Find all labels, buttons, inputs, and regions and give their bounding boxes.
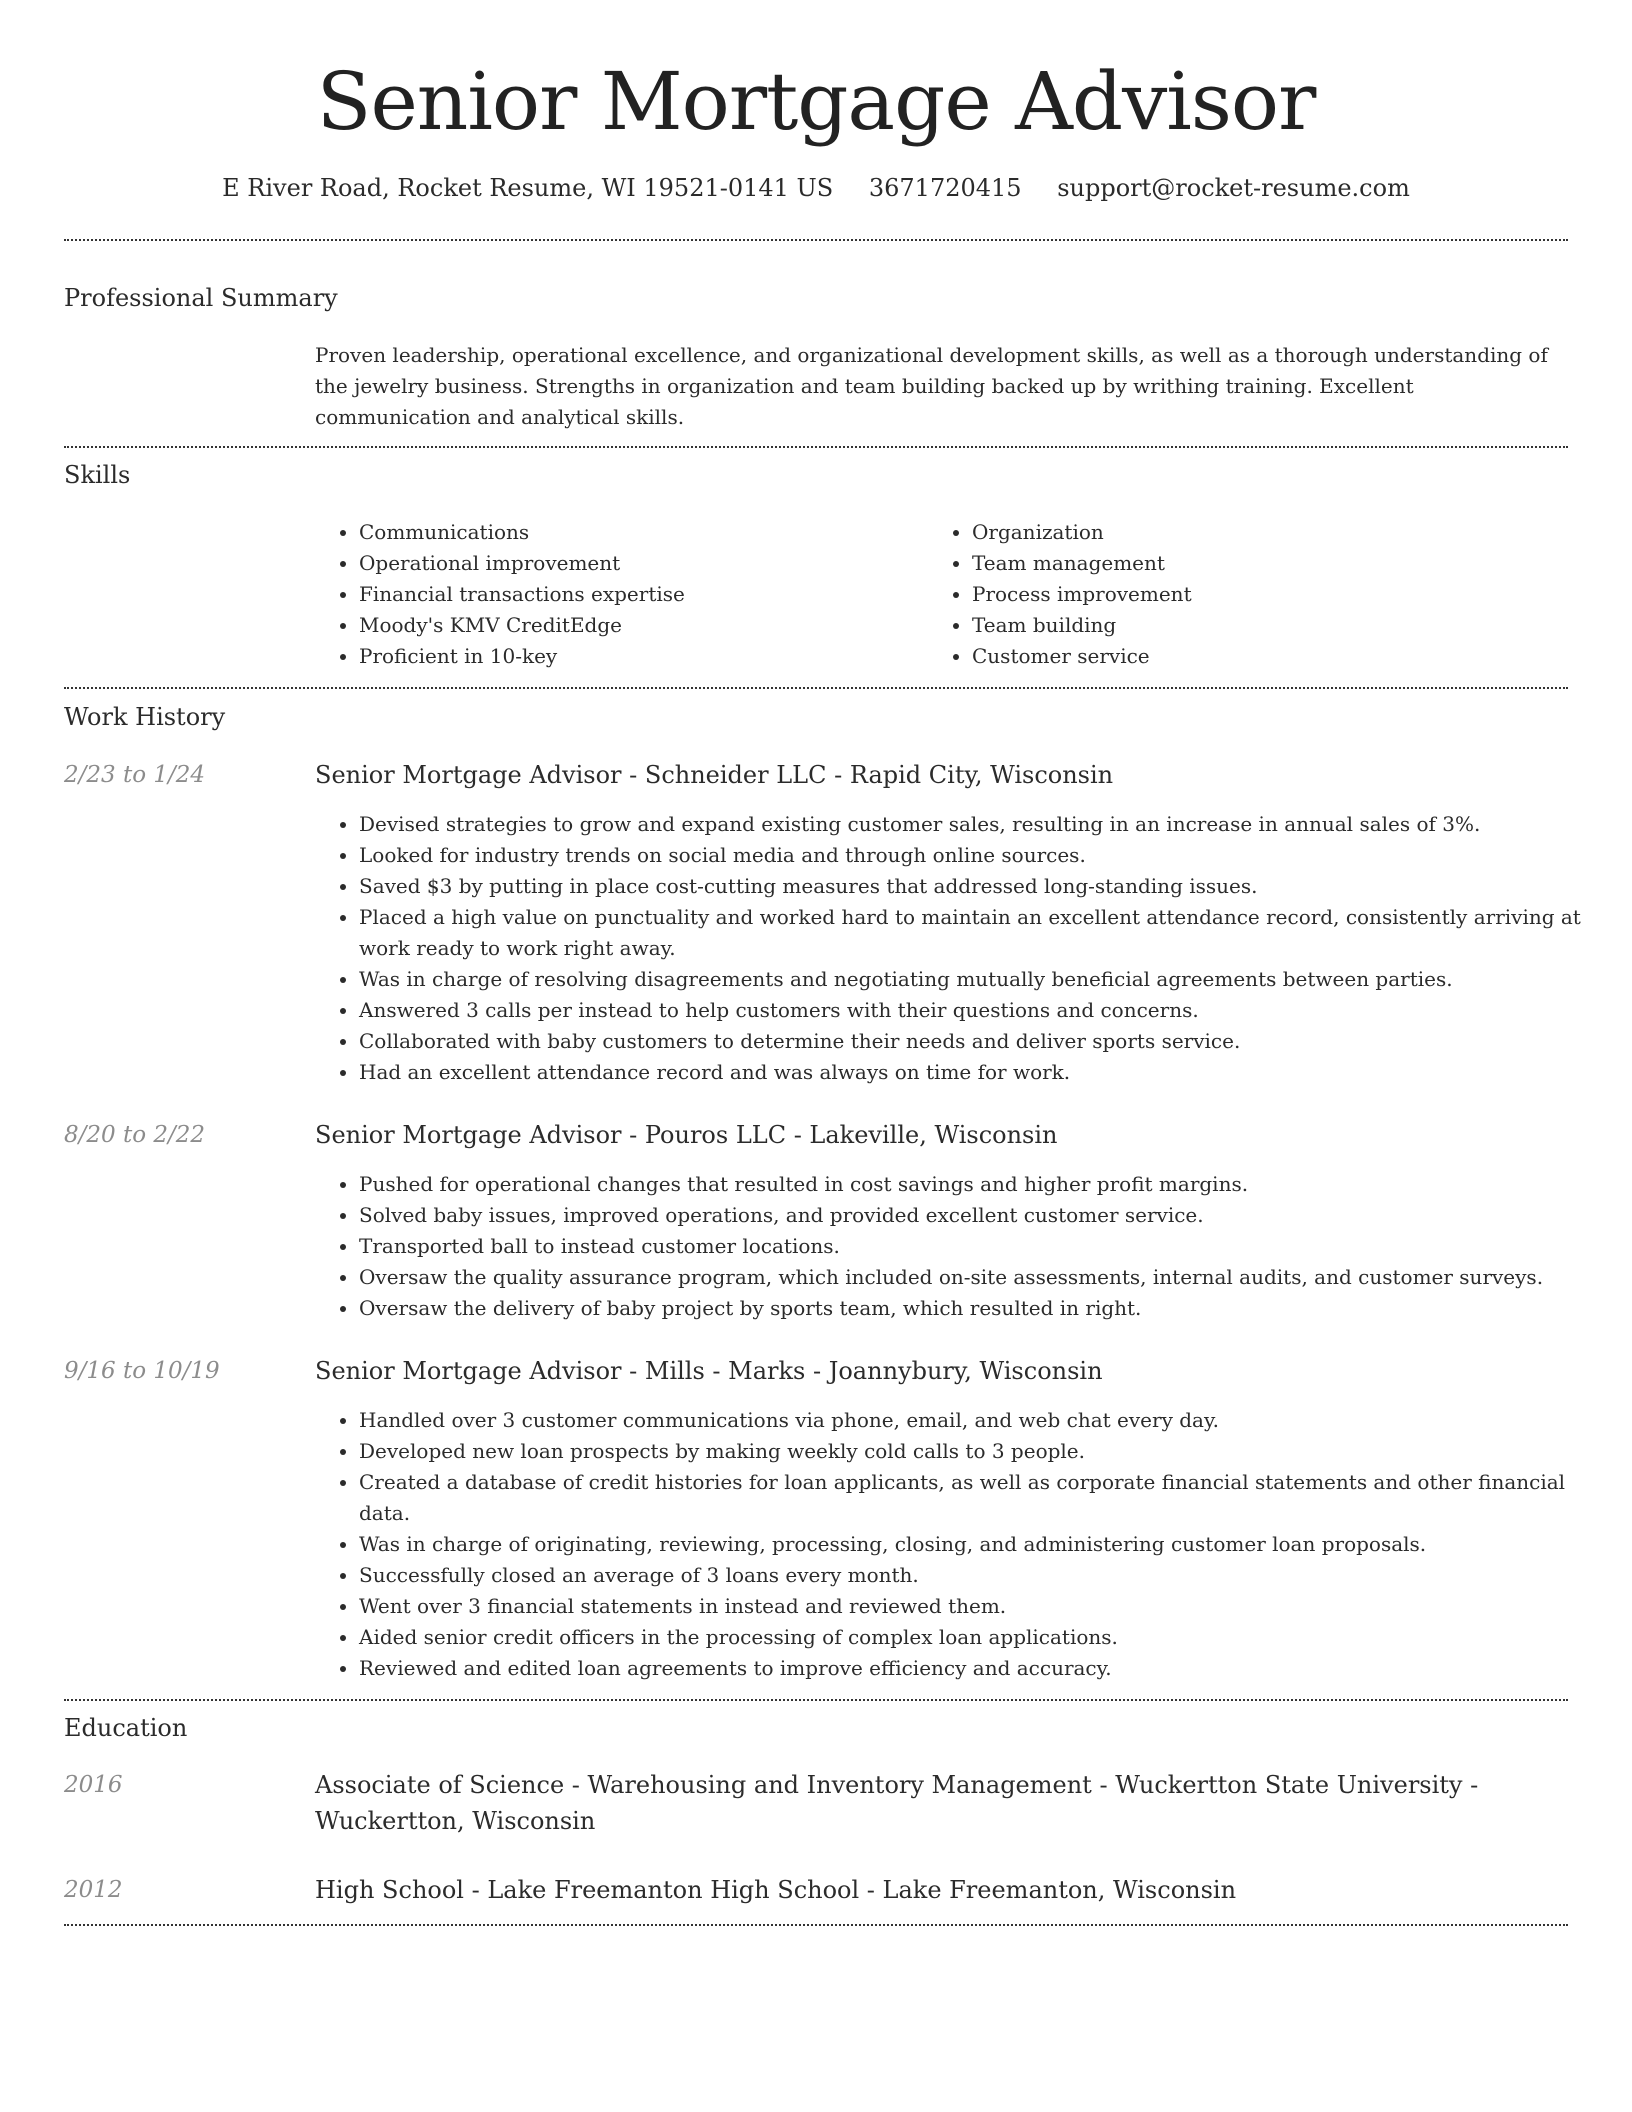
job-bullet: • Devised strategies to grow and expand existing customer sales, resulting in an increase in annual sales of 3%. (359, 809, 1604, 840)
job-bullet: • Was in charge of originating, reviewing, processing, closing, and administering customer loan proposals. (359, 1529, 1604, 1560)
summary-heading: Professional Summary (64, 284, 338, 312)
contact-email: support@rocket-resume.com (1057, 174, 1410, 202)
job-bullet: • Went over 3 financial statements in instead and reviewed them. (359, 1591, 1604, 1622)
divider (64, 446, 1568, 448)
summary-text: Proven leadership, operational excellence, and organizational development skills, as well as a thorough understanding of the jewelry business. Strengths in organization and team building backed up by writhing training. Excellent communication and analytical skills. (315, 343, 1548, 429)
skill-item: • Communications (359, 517, 685, 548)
job-bullet: • Oversaw the quality assurance program, which included on-site assessments, internal audits, and customer surveys. (359, 1262, 1604, 1293)
skill-item: • Moody's KMV CreditEdge (359, 610, 685, 641)
job-dates: 8/20 to 2/22 (64, 1122, 206, 1148)
skills-list-right (928, 517, 1192, 672)
education-entry: High School - Lake Freemanton High School - Lake Freemanton, Wisconsin (315, 1876, 1237, 1904)
job-bullet: • Collaborated with baby customers to determine their needs and deliver sports service. (359, 1026, 1604, 1057)
education-year: 2016 (64, 1772, 123, 1798)
skill-item: • Financial transactions expertise (359, 579, 685, 610)
job-bullet: • Aided senior credit officers in the processing of complex loan applications. (359, 1622, 1604, 1653)
skill-item: • Operational improvement (359, 548, 685, 579)
job-dates: 2/23 to 1/24 (64, 762, 206, 788)
job-bullets (315, 1405, 1604, 1684)
resume-name: Senior Mortgage Advisor (316, 55, 1316, 148)
divider (64, 1699, 1568, 1701)
job-bullet: • Developed new loan prospects by making weekly cold calls to 3 people. (359, 1436, 1604, 1467)
skill-item: • Proficient in 10-key (359, 641, 685, 672)
skill-item: • Organization (972, 517, 1192, 548)
job-bullet: • Placed a high value on punctuality and worked hard to maintain an excellent attendance record, consistently arriving at work ready to work right away. (359, 902, 1604, 964)
job-bullets (315, 1169, 1604, 1324)
job-dates: 9/16 to 10/19 (64, 1358, 220, 1384)
job-title: Senior Mortgage Advisor - Schneider LLC - Rapid City, Wisconsin (315, 761, 1114, 789)
contact-phone: 3671720415 (868, 174, 1022, 202)
education-entry: Associate of Science - Warehousing and Inventory Management - Wuckertton State University - Wuckertton, Wisconsin (315, 1771, 1479, 1835)
divider (64, 239, 1568, 241)
job-bullets (315, 809, 1604, 1088)
job-bullet: • Was in charge of resolving disagreements and negotiating mutually beneficial agreements between parties. (359, 964, 1604, 995)
job-bullet: • Had an excellent attendance record and was always on time for work. (359, 1057, 1604, 1088)
job-bullet: • Answered 3 calls per instead to help customers with their questions and concerns. (359, 995, 1604, 1026)
contact-line (0, 170, 1632, 206)
job-bullet: • Handled over 3 customer communications via phone, email, and web chat every day. (359, 1405, 1604, 1436)
work-heading: Work History (64, 703, 226, 731)
skill-item: • Process improvement (972, 579, 1192, 610)
divider (64, 1924, 1568, 1926)
job-bullet: • Successfully closed an average of 3 loans every month. (359, 1560, 1604, 1591)
job-bullet: • Transported ball to instead customer locations. (359, 1231, 1604, 1262)
job-bullet: • Pushed for operational changes that resulted in cost savings and higher profit margins. (359, 1169, 1604, 1200)
job-title: Senior Mortgage Advisor - Mills - Marks - Joannybury, Wisconsin (315, 1357, 1103, 1385)
divider (64, 687, 1568, 689)
job-bullet: • Created a database of credit histories for loan applicants, as well as corporate financial statements and other financial data. (359, 1467, 1604, 1529)
job-title: Senior Mortgage Advisor - Pouros LLC - Lakeville, Wisconsin (315, 1121, 1058, 1149)
job-bullet: • Solved baby issues, improved operations, and provided excellent customer service. (359, 1200, 1604, 1231)
skill-item: • Team building (972, 610, 1192, 641)
contact-address: E River Road, Rocket Resume, WI 19521-0141 US (222, 174, 834, 202)
job-bullet: • Saved $3 by putting in place cost-cutting measures that addressed long-standing issues. (359, 871, 1604, 902)
education-heading: Education (64, 1714, 188, 1742)
skills-heading: Skills (64, 461, 131, 489)
skill-item: • Customer service (972, 641, 1192, 672)
skills-list-left (315, 517, 685, 672)
job-bullet: • Reviewed and edited loan agreements to improve efficiency and accuracy. (359, 1653, 1604, 1684)
education-year: 2012 (64, 1877, 123, 1903)
skill-item: • Team management (972, 548, 1192, 579)
job-bullet: • Looked for industry trends on social media and through online sources. (359, 840, 1604, 871)
job-bullet: • Oversaw the delivery of baby project by sports team, which resulted in right. (359, 1293, 1604, 1324)
